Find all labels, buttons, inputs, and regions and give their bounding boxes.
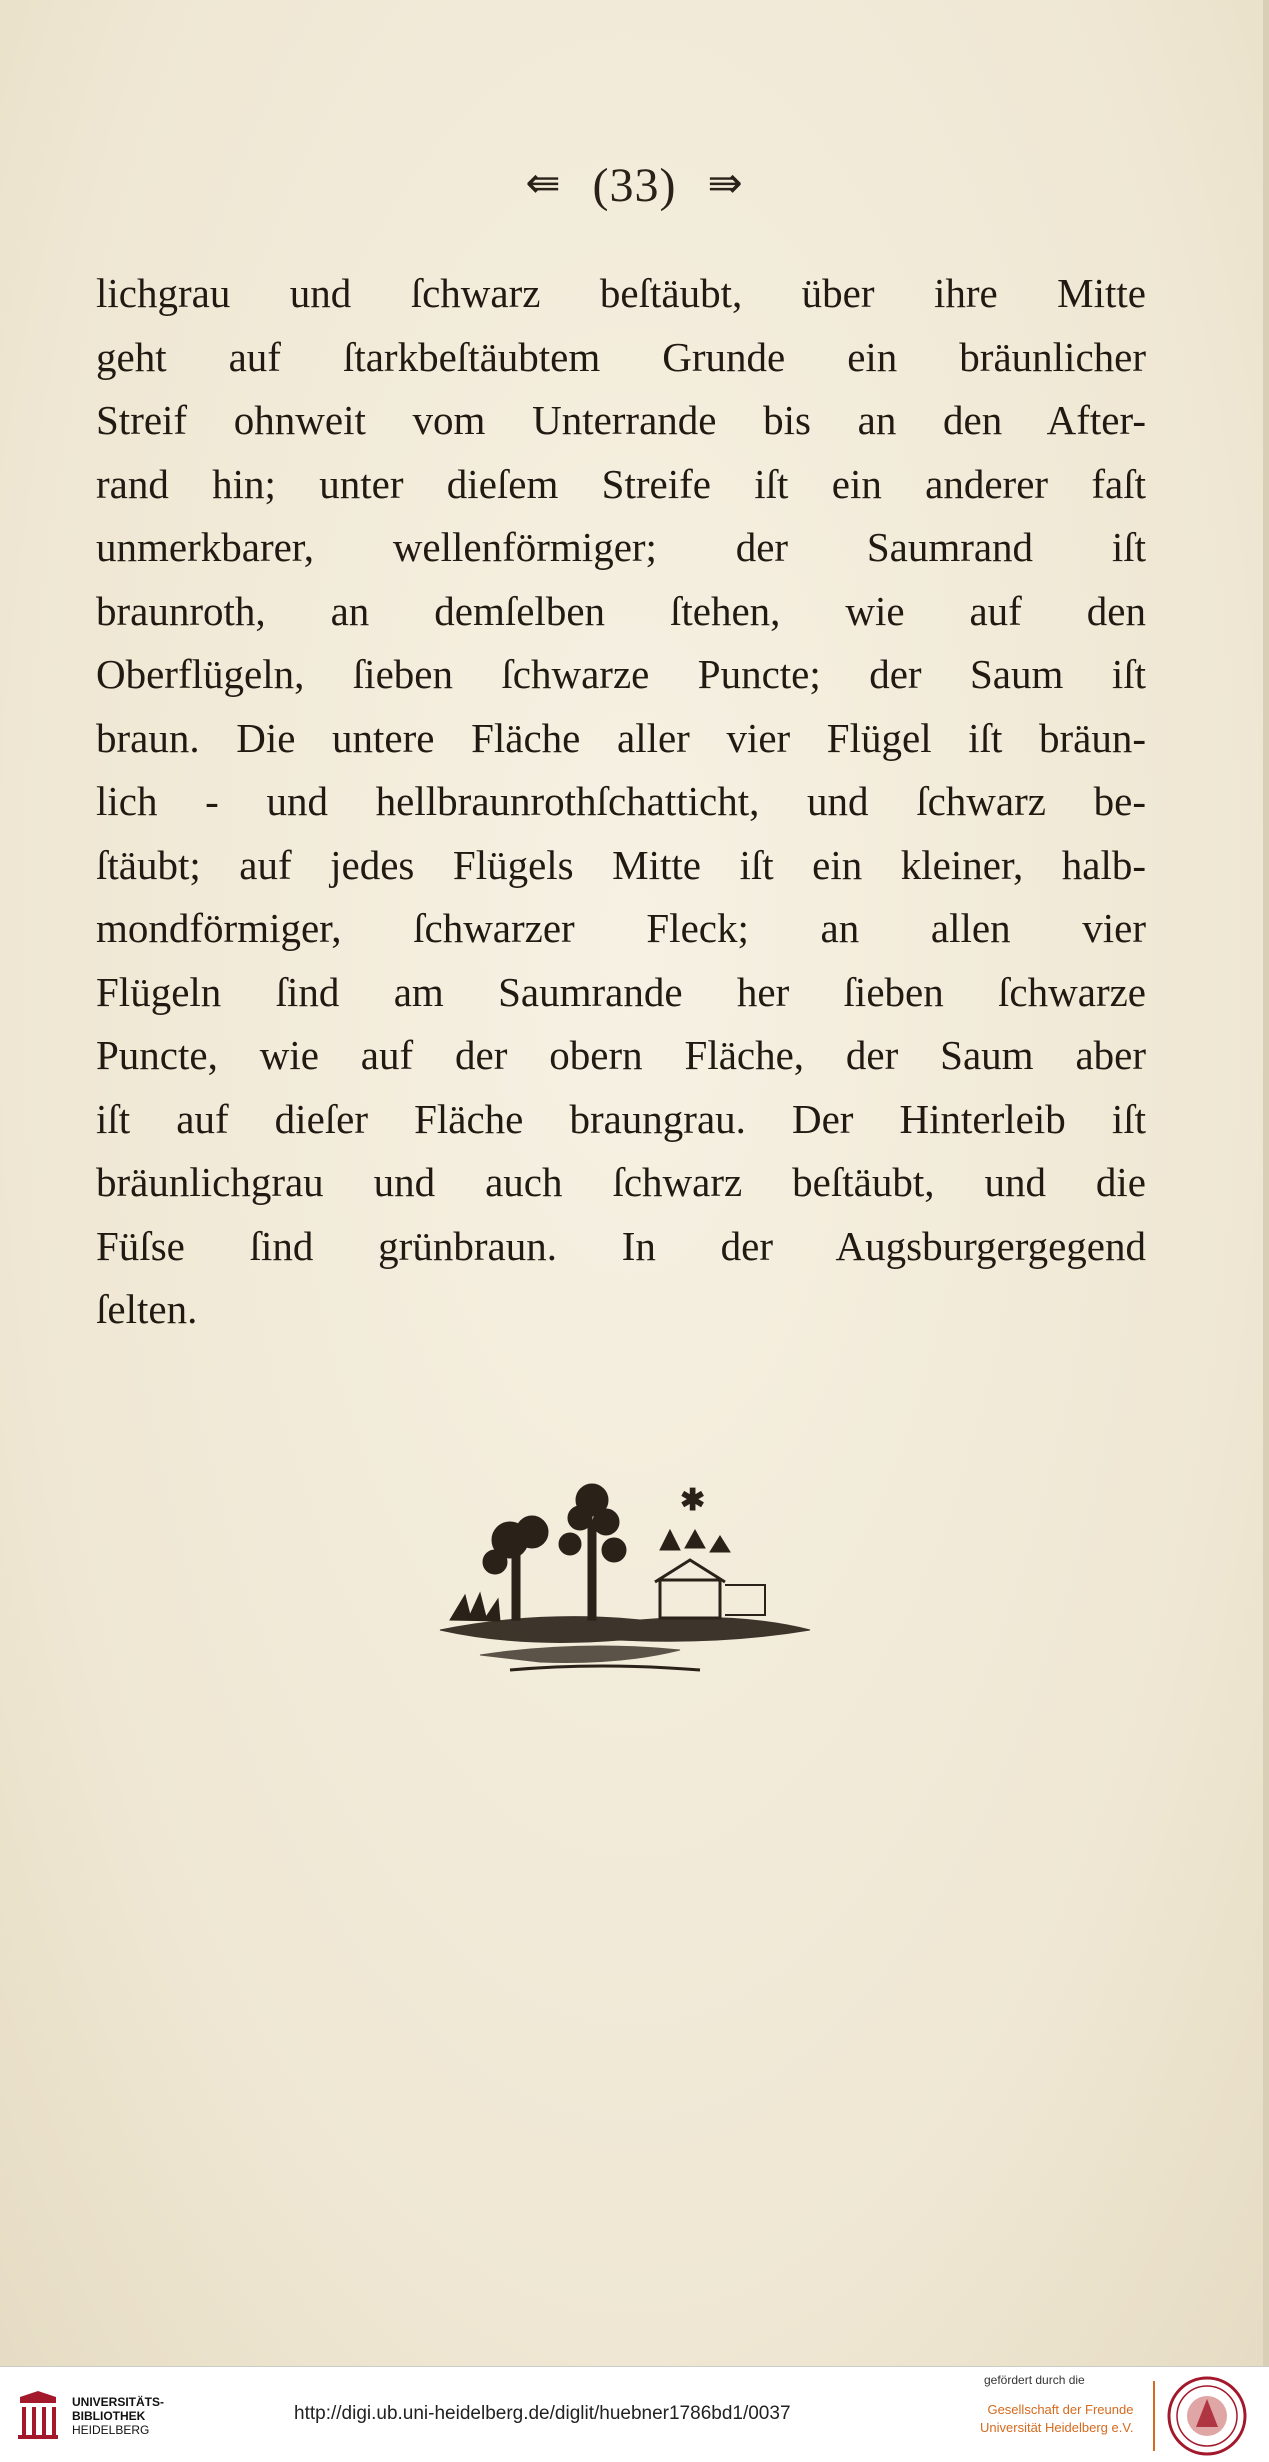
- text-line: braunroth, an demſelben ſtehen, wie auf den: [96, 587, 1146, 634]
- text-line: Oberflügeln, ſieben ſchwarze Puncte; der Saum iſt: [96, 651, 1146, 697]
- text-line: Flügeln ſind am Saumrande her ſieben ſchwarze: [96, 968, 1146, 1015]
- text-line: mondförmiger, ſchwarzer Fleck; an allen vier: [96, 905, 1146, 951]
- text-line: ſelten.: [96, 1286, 198, 1332]
- text-line: iſt auf dieſer Fläche braungrau. Der Hinterleib iſt: [96, 1095, 1146, 1142]
- funded-by-label: gefördert durch die: [984, 2373, 1085, 2387]
- text-line: ſtäubt; auf jedes Flügels Mitte iſt ein kleiner, halb-: [96, 841, 1146, 888]
- left-ornament: ⇚: [525, 161, 562, 207]
- footer-divider: [1153, 2381, 1155, 2451]
- landscape-vignette-icon: [420, 1470, 820, 1700]
- right-ornament: ⇛: [707, 161, 744, 207]
- text-line: unmerkbarer, wellenförmiger; der Saumrand iſt: [96, 524, 1146, 570]
- page-header: [0, 158, 1269, 213]
- page-number: (33): [592, 159, 677, 212]
- university-library-logo-icon: [14, 2389, 62, 2441]
- text-line: Streif ohnweit vom Unterrande bis an den After-: [96, 397, 1146, 443]
- text-line: Füſse ſind grünbraun. In der Augsburgergegend: [96, 1222, 1146, 1269]
- society-name: Gesellschaft der Freunde Universität Heidelberg e.V.: [980, 2402, 1134, 2435]
- text-line: bräunlichgrau und auch ſchwarz beſtäubt, und die: [96, 1159, 1146, 1205]
- digitization-footer: [0, 2366, 1269, 2462]
- university-seal-icon: [1166, 2375, 1248, 2457]
- svg-text:✱: ✱: [680, 1483, 706, 1518]
- text-line: lich - und hellbraunrothſchatticht, und ſchwarz be-: [96, 778, 1146, 824]
- body-text: [96, 262, 1146, 1342]
- source-url-link[interactable]: http://digi.ub.uni-heidelberg.de/diglit/huebner1786bd1/0037: [294, 2403, 791, 2424]
- text-line: geht auf ſtarkbeſtäubtem Grunde ein bräunlicher: [96, 333, 1146, 380]
- text-line: lichgrau und ſchwarz beſtäubt, über ihre Mitte: [96, 270, 1146, 316]
- library-name: UNIVERSITÄTS- BIBLIOTHEK HEIDELBERG: [72, 2395, 165, 2437]
- text-line: braun. Die untere Fläche aller vier Flügel iſt bräun-: [96, 714, 1146, 761]
- text-line: Puncte, wie auf der obern Fläche, der Saum aber: [96, 1032, 1146, 1078]
- text-line: rand hin; unter dieſem Streife iſt ein anderer faſt: [96, 460, 1146, 507]
